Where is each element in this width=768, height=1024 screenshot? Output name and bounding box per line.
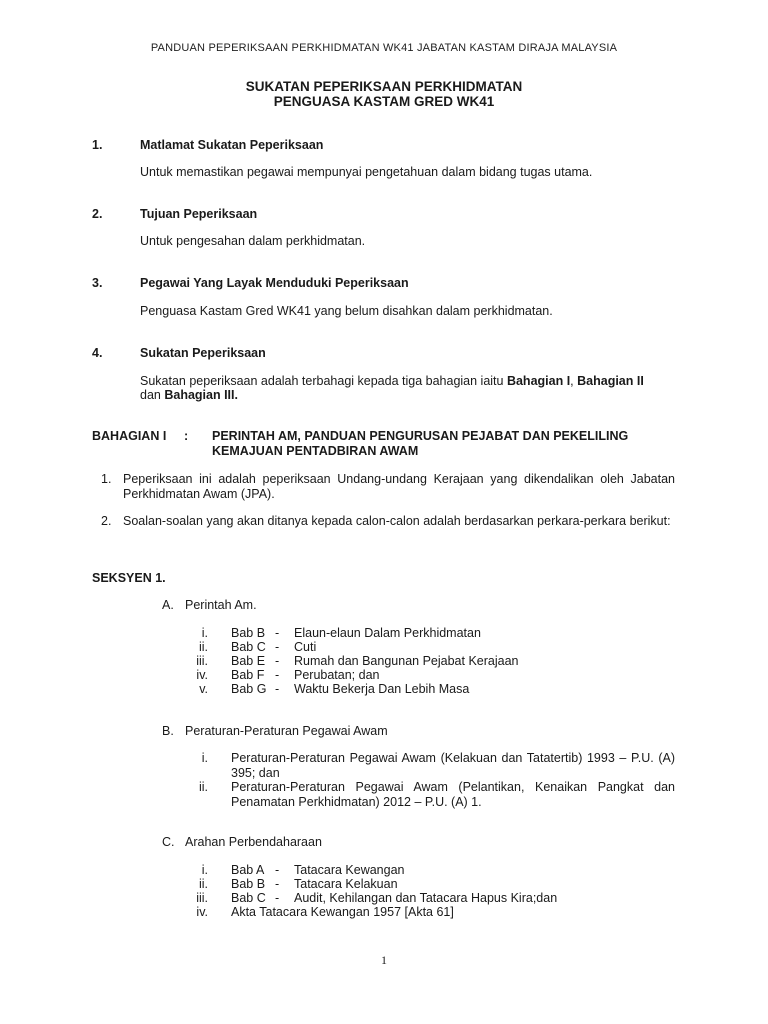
list-roman: ii. bbox=[198, 877, 208, 891]
list-desc: Cuti bbox=[294, 640, 317, 654]
bahagian-title-line2: KEMAJUAN PENTADBIRAN AWAM bbox=[212, 444, 419, 458]
section-heading: Matlamat Sukatan Peperiksaan bbox=[140, 138, 324, 152]
paragraph-number: 2. bbox=[101, 514, 112, 528]
list-bab: Bab B bbox=[231, 626, 266, 640]
group-title: Perintah Am. bbox=[185, 598, 257, 612]
list-desc: Elaun-elaun Dalam Perkhidmatan bbox=[294, 626, 481, 640]
section-heading: Sukatan Peperiksaan bbox=[140, 346, 266, 360]
list-desc: Waktu Bekerja Dan Lebih Masa bbox=[294, 682, 470, 696]
section-body-line1: Sukatan peperiksaan adalah terbahagi kepada tiga bahagian iaitu Bahagian I, Bahagian II bbox=[140, 374, 644, 388]
document-title-line2: PENGUASA KASTAM GRED WK41 bbox=[273, 94, 495, 109]
paragraph-number: 1. bbox=[101, 472, 112, 486]
list-text: Peraturan-Peraturan Pegawai Awam (Pelantikan, Kenaikan Pangkat dan Penamatan Perkhidmatan) 2012 – P.U. (A) 1. bbox=[231, 780, 675, 809]
list-dash: - bbox=[275, 640, 280, 654]
list-bab: Bab C bbox=[231, 640, 266, 654]
section-heading: Pegawai Yang Layak Menduduki Peperiksaan bbox=[140, 276, 409, 290]
list-dash: - bbox=[275, 654, 280, 668]
bahagian-ref: Bahagian II bbox=[577, 374, 644, 388]
bahagian-colon: : bbox=[184, 429, 189, 443]
paragraph-text: Peperiksaan ini adalah peperiksaan Undang-undang Kerajaan yang dikendalikan oleh Jabatan Perkhidmatan Awam (JPA). bbox=[123, 472, 675, 501]
list-dash: - bbox=[275, 877, 280, 891]
list-desc: Rumah dan Bangunan Pejabat Kerajaan bbox=[294, 654, 519, 668]
list-bab: Bab E bbox=[231, 654, 266, 668]
list-dash: - bbox=[275, 863, 280, 877]
list-roman: i. bbox=[201, 863, 208, 877]
section-number: 3. bbox=[92, 276, 103, 290]
list-roman: iii. bbox=[196, 891, 208, 905]
group-title: Arahan Perbendaharaan bbox=[185, 835, 322, 849]
section-body: Penguasa Kastam Gred WK41 yang belum disahkan dalam perkhidmatan. bbox=[140, 304, 553, 318]
section-body-line2: dan Bahagian III. bbox=[140, 388, 238, 402]
list-roman: ii. bbox=[198, 640, 208, 654]
list-roman: iv. bbox=[196, 905, 208, 919]
bahagian-label: BAHAGIAN I bbox=[92, 429, 167, 443]
group-label: B. bbox=[162, 724, 174, 738]
list-roman: iii. bbox=[196, 654, 208, 668]
bahagian-ref: Bahagian I bbox=[506, 374, 571, 388]
bahagian-ref: Bahagian III. bbox=[164, 388, 238, 402]
list-dash: - bbox=[275, 626, 280, 640]
list-text: Peraturan-Peraturan Pegawai Awam (Kelakuan dan Tatatertib) 1993 – P.U. (A) 395; dan bbox=[231, 751, 675, 780]
list-bab: Bab G bbox=[231, 682, 267, 696]
group-label: A. bbox=[162, 598, 174, 612]
list-dash: - bbox=[275, 682, 280, 696]
section-body: Untuk pengesahan dalam perkhidmatan. bbox=[140, 234, 366, 248]
list-bab: Bab C bbox=[231, 891, 266, 905]
seksyen-heading: SEKSYEN 1. bbox=[92, 571, 166, 585]
list-roman: ii. bbox=[198, 780, 208, 794]
list-text: Akta Tatacara Kewangan 1957 [Akta 61] bbox=[231, 905, 454, 919]
group-title: Peraturan-Peraturan Pegawai Awam bbox=[185, 724, 388, 738]
list-bab: Bab F bbox=[231, 668, 265, 682]
list-bab: Bab B bbox=[231, 877, 266, 891]
section-number: 4. bbox=[92, 346, 103, 360]
list-desc: Tatacara Kewangan bbox=[294, 863, 405, 877]
list-bab: Bab A bbox=[231, 863, 265, 877]
running-header: PANDUAN PEPERIKSAAN PERKHIDMATAN WK41 JABATAN KASTAM DIRAJA MALAYSIA bbox=[150, 42, 618, 54]
section-number: 1. bbox=[92, 138, 103, 152]
group-label: C. bbox=[162, 835, 175, 849]
list-roman: iv. bbox=[196, 668, 208, 682]
section-heading: Tujuan Peperiksaan bbox=[140, 207, 258, 221]
list-dash: - bbox=[275, 668, 280, 682]
page-number: 1 bbox=[381, 953, 387, 967]
section-body: Untuk memastikan pegawai mempunyai pengetahuan dalam bidang tugas utama. bbox=[140, 165, 593, 179]
document-title-line1: SUKATAN PEPERIKSAAN PERKHIDMATAN bbox=[245, 79, 523, 94]
list-desc: Perubatan; dan bbox=[294, 668, 380, 682]
list-roman: i. bbox=[201, 751, 208, 765]
bahagian-title-line1: PERINTAH AM, PANDUAN PENGURUSAN PEJABAT DAN PEKELILING bbox=[212, 429, 629, 443]
paragraph-text: Soalan-soalan yang akan ditanya kepada calon-calon adalah berdasarkan perkara-perkara berikut: bbox=[123, 514, 671, 528]
list-desc: Tatacara Kelakuan bbox=[294, 877, 398, 891]
list-roman: v. bbox=[199, 682, 208, 696]
list-desc: Audit, Kehilangan dan Tatacara Hapus Kira;dan bbox=[294, 891, 558, 905]
list-dash: - bbox=[275, 891, 280, 905]
list-roman: i. bbox=[201, 626, 208, 640]
section-number: 2. bbox=[92, 207, 103, 221]
